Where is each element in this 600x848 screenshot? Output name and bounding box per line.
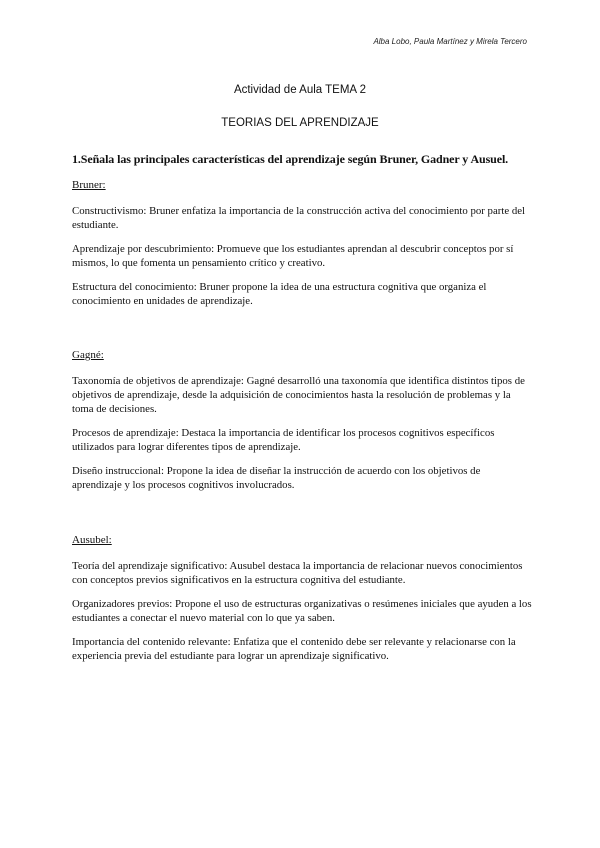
paragraph-bruner-estructura: Estructura del conocimiento: Bruner propone la idea de una estructura cognitiva que organiza el conocimiento en unidades de aprendizaje.: [72, 281, 487, 307]
section-heading-bruner: Bruner:: [72, 179, 106, 191]
section-ausubel: [72, 533, 532, 663]
paragraph-gagne-diseno: Diseño instruccional: Propone la idea de diseñar la instrucción de acuerdo con los objetivos de aprendizaje y los procesos cognitivos involucrados.: [72, 465, 481, 491]
paragraph-ausubel-contenido: Importancia del contenido relevante: Enfatiza que el contenido debe ser relevante y relacionarse con la experiencia previa del estudiante para lograr un aprendizaje significativo.: [72, 636, 516, 662]
paragraph-gagne-procesos: Procesos de aprendizaje: Destaca la importancia de identificar los procesos cognitivos específicos utilizados para lograr diferentes tipos de aprendizaje.: [72, 427, 495, 453]
subject-title: TEORIAS DEL APRENDIZAJE: [221, 117, 379, 129]
page-header-authors: Alba Lobo, Paula Martínez y Mirela Tercero: [373, 37, 527, 46]
paragraph-gagne-taxonomia: Taxonomía de objetivos de aprendizaje: Gagné desarrolló una taxonomía que identifica distintos tipos de objetivos de aprendizaje, desde la adquisición de conocimientos hasta la resolución de problemas y la toma de decisiones.: [72, 375, 525, 415]
section-heading-ausubel: Ausubel:: [72, 534, 112, 546]
section-gagne: [72, 348, 532, 492]
paragraph-bruner-constructivismo: Constructivismo: Bruner enfatiza la importancia de la construcción activa del conocimiento por parte del estudiante.: [72, 205, 526, 231]
question-heading: 1.Señala las principales características del aprendizaje según Bruner, Gadner y Ausuel.: [72, 152, 509, 166]
paragraph-ausubel-significativo: Teoría del aprendizaje significativo: Ausubel destaca la importancia de relacionar nuevos conocimientos con conceptos previos significativos en la estructura cognitiva del estudiante.: [72, 560, 523, 586]
paragraph-ausubel-organizadores: Organizadores previos: Propone el uso de estructuras organizativas o resúmenes iniciales que ayuden a los estudiantes a conectar el nuevo material con lo que ya saben.: [72, 598, 532, 624]
activity-title: Actividad de Aula TEMA 2: [233, 84, 367, 96]
paragraph-bruner-descubrimiento: Aprendizaje por descubrimiento: Promueve que los estudiantes aprendan al descubrir conceptos por sí mismos, lo que fomenta un pensamiento crítico y creativo.: [72, 243, 514, 269]
section-bruner: [72, 178, 532, 308]
section-heading-gagne: Gagné:: [72, 349, 104, 361]
